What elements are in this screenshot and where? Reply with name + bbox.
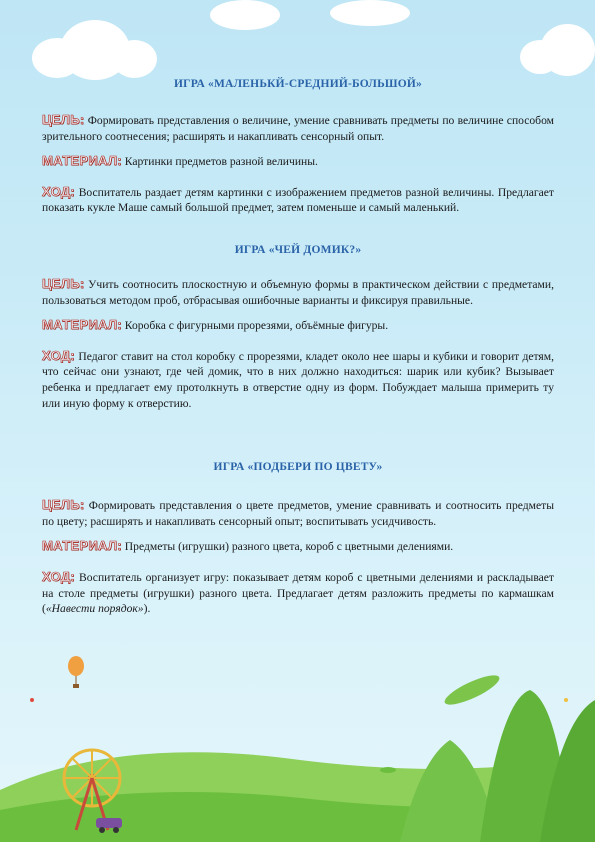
move-paragraph <box>42 569 554 617</box>
material-label: МАТЕРИАЛ: <box>42 317 122 333</box>
move-quote: «Навести порядок» <box>45 602 144 616</box>
game-title: ИГРА «ЧЕЙ ДОМИК?» <box>234 243 362 256</box>
move-end: ). <box>143 602 151 616</box>
goal-text: Формировать представления о величине, умение сравнивать предметы по величине способом зрительного соотнесения; расширять и накапливать сенсорный опыт. <box>42 114 554 143</box>
move-paragraph <box>42 184 554 216</box>
ferris-wheel-icon <box>64 750 120 830</box>
goal-text: Формировать представления о цвете предметов, умение сравнивать и соотносить предметы по цвету; расширять и накапливать сенсорный опыт; воспитывать усидчивость. <box>42 499 554 528</box>
goal-paragraph <box>42 497 554 529</box>
move-paragraph <box>42 348 554 411</box>
material-paragraph <box>42 538 554 555</box>
material-paragraph <box>42 317 554 334</box>
move-label: ХОД: <box>42 183 76 199</box>
game-title: ИГРА «МАЛЕНЬКЙ-СРЕДНИЙ-БОЛЬШОЙ» <box>174 78 422 90</box>
game-title: ИГРА «ПОДБЕРИ ПО ЦВЕТУ» <box>213 461 383 474</box>
cloud-decoration <box>112 40 157 78</box>
cloud-decoration <box>540 24 595 76</box>
material-text: Картинки предметов разной величины. <box>121 155 318 169</box>
material-label: МАТЕРИАЛ: <box>42 153 122 169</box>
cloud-decoration <box>210 0 280 30</box>
material-paragraph <box>42 153 554 170</box>
goal-text: Учить соотносить плоскостную и объемную формы в практическом действии с предметами, пользоваться методом проб, отбрасывая ошибочные варианты и фиксируя правильные. <box>42 277 554 307</box>
cloud-decoration <box>330 0 410 26</box>
goal-label: ЦЕЛЬ: <box>42 497 85 513</box>
goal-label: ЦЕЛЬ: <box>42 112 85 127</box>
material-text: Коробка с фигурными прорезями, объёмные фигуры. <box>121 319 389 333</box>
goal-paragraph <box>42 112 554 144</box>
material-text: Предметы (игрушки) разного цвета, короб с цветными делениями. <box>121 540 454 554</box>
goal-paragraph <box>42 276 554 308</box>
move-text: Педагог ставит на стол коробку с прорезями, кладет около нее шары и кубики и говорит детям, что сейчас они узнают, где чей домик, что в них должно находиться: шарик или кубик? Вызывает ребенка и предлагает ему протолкнуть в отверстие одну из форм. Побуждает малыша примерить ту или иную форму к отверстию. <box>42 349 554 410</box>
goal-label: ЦЕЛЬ: <box>42 275 85 291</box>
content-page <box>42 78 554 617</box>
car-icon <box>96 818 122 833</box>
balloon-icon <box>68 656 84 688</box>
move-label: ХОД: <box>42 568 76 584</box>
move-label: ХОД: <box>42 347 76 363</box>
move-text: Воспитатель организует игру: показывает детям короб с цветными делениями и раскладывает на столе предметы (игрушки) разного цвета. Предлагает детям разложить предметы по кармашкам ( <box>42 570 554 616</box>
move-text: Воспитатель раздает детям картинки с изображением предметов разной величины. Предлагает показать кукле Маше самый большой предмет, затем поменьше и самый маленький. <box>42 185 554 215</box>
material-label: МАТЕРИАЛ: <box>42 538 122 554</box>
